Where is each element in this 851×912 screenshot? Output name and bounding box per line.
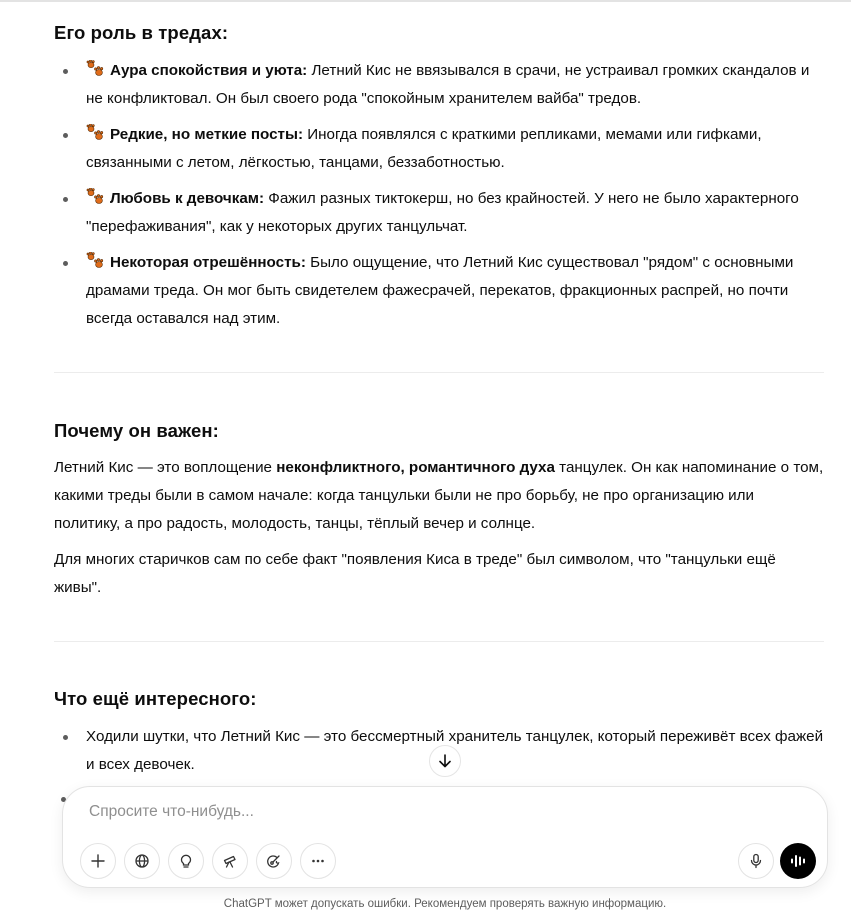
telescope-icon bbox=[222, 853, 238, 869]
paint-icon bbox=[266, 853, 282, 869]
voice-waveform-icon bbox=[789, 852, 807, 870]
more-icon bbox=[310, 853, 326, 869]
item-title: Аура спокойствия и уюта: bbox=[110, 62, 308, 79]
more-tools-button[interactable] bbox=[300, 843, 336, 879]
list-item bbox=[54, 185, 824, 241]
arrow-down-icon bbox=[437, 753, 453, 769]
item-title: Любовь к девочкам: bbox=[110, 190, 265, 207]
item-title: Редкие, но меткие посты: bbox=[110, 126, 304, 143]
list-item bbox=[54, 121, 824, 177]
list-item bbox=[54, 249, 824, 333]
item-text: Летний Кис не ввязывался в срачи, не устраивал громких скандалов и не конфликтовал. Он был своего рода "спокойным хранителем вайба" тредов. bbox=[86, 62, 810, 107]
deep-research-button[interactable] bbox=[212, 843, 248, 879]
bold-text: неконфликтного, романтичного духа bbox=[276, 459, 555, 476]
dictate-button[interactable] bbox=[738, 843, 774, 879]
disclaimer: ChatGPT может допускать ошибки. Рекомендуем проверять важную информацию. bbox=[223, 898, 667, 910]
section-divider bbox=[54, 372, 824, 373]
prompt-input[interactable] bbox=[89, 803, 689, 821]
text: танцулек. Он как напоминание о том, какими треды были в самом начале: когда танцульки были не про борьбу, не про организацию или политику, а про радость, молодость, танцы, тёплый вечер и солнце. bbox=[54, 459, 824, 532]
paragraph: Для многих старичков сам по себе факт "появления Киса в треде" был символом, что "танцульки ещё живы". bbox=[54, 551, 776, 596]
lightbulb-icon bbox=[178, 853, 194, 869]
create-image-button[interactable] bbox=[256, 843, 292, 879]
section-heading-more: Что ещё интересного: bbox=[54, 688, 257, 709]
item-text: Фажил разных тиктокерш, но без крайностей. У него не было характерного "перефаживания", как у некоторых других танцульчат. bbox=[86, 190, 799, 235]
text: Летний Кис — это воплощение bbox=[54, 459, 277, 476]
paw-prints-icon bbox=[86, 124, 106, 142]
role-list bbox=[54, 57, 824, 333]
item-text: Ходили шутки, что Летний Кис — это бессмертный хранитель танцулек, который переживёт всех фажей и всех девочек. bbox=[86, 728, 824, 773]
plus-icon bbox=[90, 853, 106, 869]
section-heading-why: Почему он важен: bbox=[54, 420, 219, 441]
globe-icon bbox=[134, 853, 150, 869]
composer bbox=[62, 786, 828, 888]
paw-prints-icon bbox=[86, 188, 106, 206]
voice-mode-button[interactable] bbox=[780, 843, 816, 879]
section-heading-role: Его роль в тредах: bbox=[54, 22, 229, 43]
item-text: Иногда появлялся с краткими репликами, мемами или гифками, связанными с летом, лёгкостью, танцами, беззаботностью. bbox=[86, 126, 762, 171]
search-web-button[interactable] bbox=[124, 843, 160, 879]
attach-button[interactable] bbox=[80, 843, 116, 879]
section-divider bbox=[54, 641, 824, 642]
list-item bbox=[54, 57, 824, 113]
paragraph bbox=[54, 454, 824, 538]
paw-prints-icon bbox=[86, 60, 106, 78]
microphone-icon bbox=[748, 853, 764, 869]
paw-prints-icon bbox=[86, 252, 106, 270]
scroll-down-button[interactable] bbox=[429, 745, 461, 777]
reason-button[interactable] bbox=[168, 843, 204, 879]
item-title: Некоторая отрешённость: bbox=[110, 254, 306, 271]
item-text: Было ощущение, что Летний Кис существовал "рядом" с основными драмами треда. Он мог быть свидетелем фажесрачей, перекатов, фракционных распрей, но почти всегда оставался над этим. bbox=[86, 254, 794, 327]
top-divider bbox=[0, 0, 851, 2]
